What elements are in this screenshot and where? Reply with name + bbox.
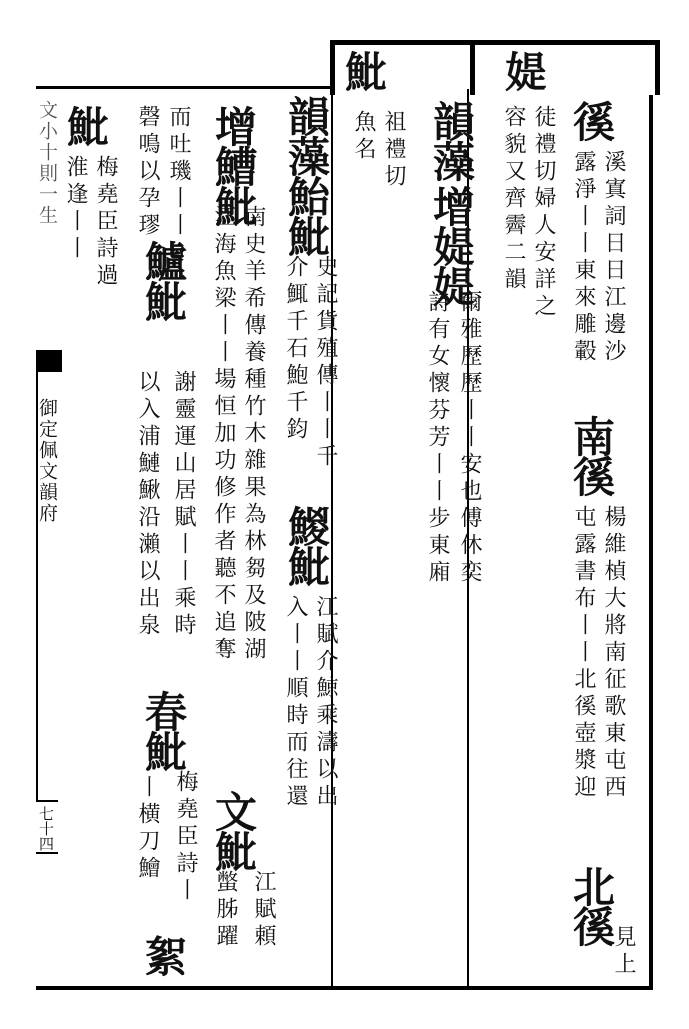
column-text: 徒禮切婦人安詳之 <box>531 105 556 321</box>
headword-xi: 徯 <box>567 100 616 140</box>
page-number-rule-bottom <box>36 852 58 854</box>
column-text: 梅堯臣詩丨 <box>173 770 198 905</box>
headword: 鯼魮 <box>282 505 331 585</box>
column-text: 史記貨殖傳丨丨千 <box>313 255 338 471</box>
right-border <box>649 86 653 990</box>
headword: 春魮 <box>139 690 188 770</box>
column-text: 魚名 <box>351 110 376 164</box>
headword: 南徯 <box>567 415 616 495</box>
column-text: 露淨丨丨東來雕轂 <box>571 150 596 366</box>
headword-pi: 魮 <box>339 50 388 90</box>
headword: 韻藻鮐魮 <box>282 95 331 255</box>
headword: 北徯 <box>567 865 616 945</box>
column-text: 而吐璣丨丨 <box>166 105 191 240</box>
column-text: 溪寘詞日日江邊沙 <box>601 150 626 366</box>
headword: 增鰽魮 <box>209 105 258 225</box>
column-text: 江賦頼 <box>251 870 276 951</box>
bottom-border <box>36 986 652 990</box>
column-text: 南史羊希傳養種竹木雜果為林芻及陂湖 <box>241 205 266 664</box>
entry-divider-2 <box>331 89 333 986</box>
headword: 文魮 <box>209 790 258 870</box>
column-text: 爾雅歷歷丨丨安也傅休奕 <box>457 290 482 587</box>
column-text: 梅堯臣詩過 <box>93 155 118 290</box>
headword: 魮 <box>61 105 110 145</box>
column-text: 入丨丨順時而往還 <box>283 595 308 811</box>
column-text: 見上 <box>611 925 636 979</box>
column-text: 磬鳴以孕璆 <box>135 105 160 240</box>
column-text: 丨横刀鱠 <box>135 775 160 883</box>
margin-fragment: 文小十則一生 <box>36 100 58 226</box>
column-text: 淮逢丨丨 <box>63 155 88 263</box>
column-text: 江海魚梁丨丨場恒加功修作者聽不追奪 <box>211 205 236 664</box>
column-text: 容貌又齊霽二韻 <box>501 105 526 294</box>
column-text: 楊維楨大將南征歌東屯西 <box>601 505 626 802</box>
column-text: 蟞胏躍 <box>213 870 238 951</box>
column-text: 以入浦鰱鰍沿瀨以出泉 <box>135 370 160 640</box>
margin-bar-top <box>36 350 62 372</box>
column-text: 介鮿千石鮑千鈞 <box>283 255 308 444</box>
headword-continued: 絮 <box>139 935 188 975</box>
page-number: 七十四 <box>37 806 55 851</box>
column-text: 江賦介鯨乘濤以出 <box>313 595 338 811</box>
book-title: 御定佩文韻府 <box>36 398 58 524</box>
column-text: 屯露書布丨丨北徯壺漿迎 <box>571 505 596 802</box>
headword: 鱸魮 <box>139 240 188 320</box>
headword-ti: 媞 <box>499 50 548 90</box>
column-text: 詩有女懷芬芳丨丨步東廂 <box>425 290 450 587</box>
column-text: 謝靈運山居賦丨丨乘時 <box>171 370 196 640</box>
section-label: 韻藻 <box>427 100 476 180</box>
page-number-rule-top <box>36 800 58 802</box>
headword: 增媞媞 <box>427 185 476 305</box>
column-text: 祖禮切 <box>381 110 406 191</box>
